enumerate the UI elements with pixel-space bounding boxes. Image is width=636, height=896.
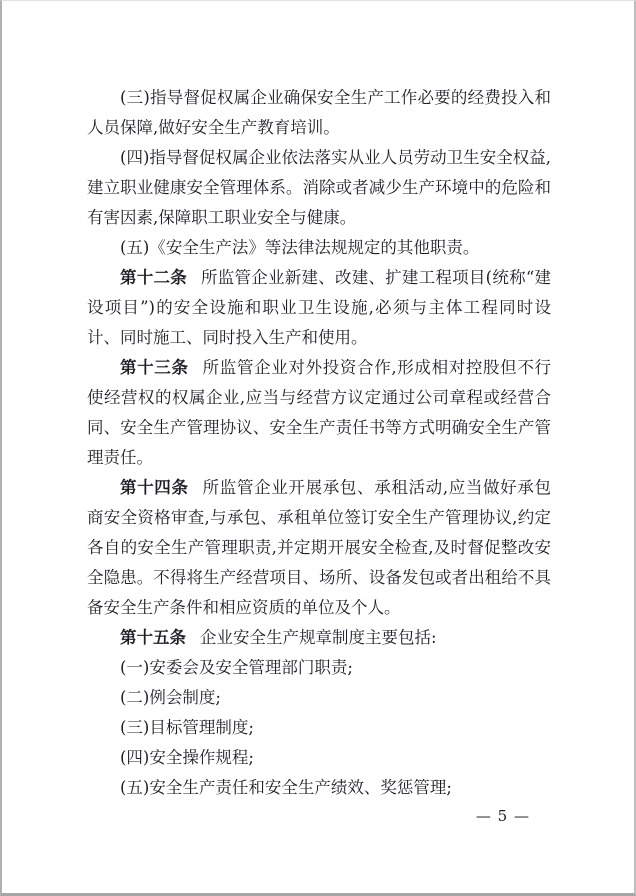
article-15-item-1: (一)安委会及安全管理部门职责; bbox=[120, 658, 353, 677]
page-number: — 5 — bbox=[475, 807, 530, 825]
article-15-number: 第十五条 bbox=[120, 628, 186, 647]
article-14: 第十四条 所监管企业开展承包、承租活动,应当做好承包商安全资格审查,与承包、承租单位签订安全生产管理协议,约定各自的安全生产管理职责,并定期开展安全检查,及时督促整改安全隐患。不得将生产经营项目、场所、设备发包或者出租给不具备安全生产条件和相应资质的单位及个人。 bbox=[87, 478, 551, 617]
article-15-item-5: (五)安全生产责任和安全生产绩效、奖惩管理; bbox=[120, 778, 452, 797]
article-15-item-2: (二)例会制度; bbox=[120, 688, 221, 707]
article-15: 第十五条 企业安全生产规章制度主要包括: bbox=[120, 628, 437, 647]
clause-3: (三)指导督促权属企业确保安全生产工作必要的经费投入和人员保障,做好安全生产教育培训。 bbox=[87, 88, 551, 137]
clause-4: (四)指导督促权属企业依法落实从业人员劳动卫生安全权益,建立职业健康安全管理体系。消除或者减少生产环境中的危险和有害因素,保障职工职业安全与健康。 bbox=[87, 148, 551, 227]
article-12-number: 第十二条 bbox=[120, 268, 187, 287]
article-13: 第十三条 所监管企业对外投资合作,形成相对控股但不行使经营权的权属企业,应当与经营方议定通过公司章程或经营合同、安全生产管理协议、安全生产责任书等方式明确安全生产管理责任。 bbox=[87, 358, 551, 467]
article-14-number: 第十四条 bbox=[120, 478, 189, 497]
document-body bbox=[87, 83, 551, 803]
clause-5: (五)《安全生产法》等法律法规规定的其他职责。 bbox=[120, 238, 480, 257]
article-13-number: 第十三条 bbox=[120, 358, 189, 377]
article-15-item-3: (三)目标管理制度; bbox=[120, 718, 254, 737]
article-15-item-4: (四)安全操作规程; bbox=[120, 748, 254, 767]
article-12: 第十二条 所监管企业新建、改建、扩建工程项目(统称“建设项目”)的安全设施和职业卫生设施,必须与主体工程同时设计、同时施工、同时投入生产和使用。 bbox=[87, 268, 552, 347]
